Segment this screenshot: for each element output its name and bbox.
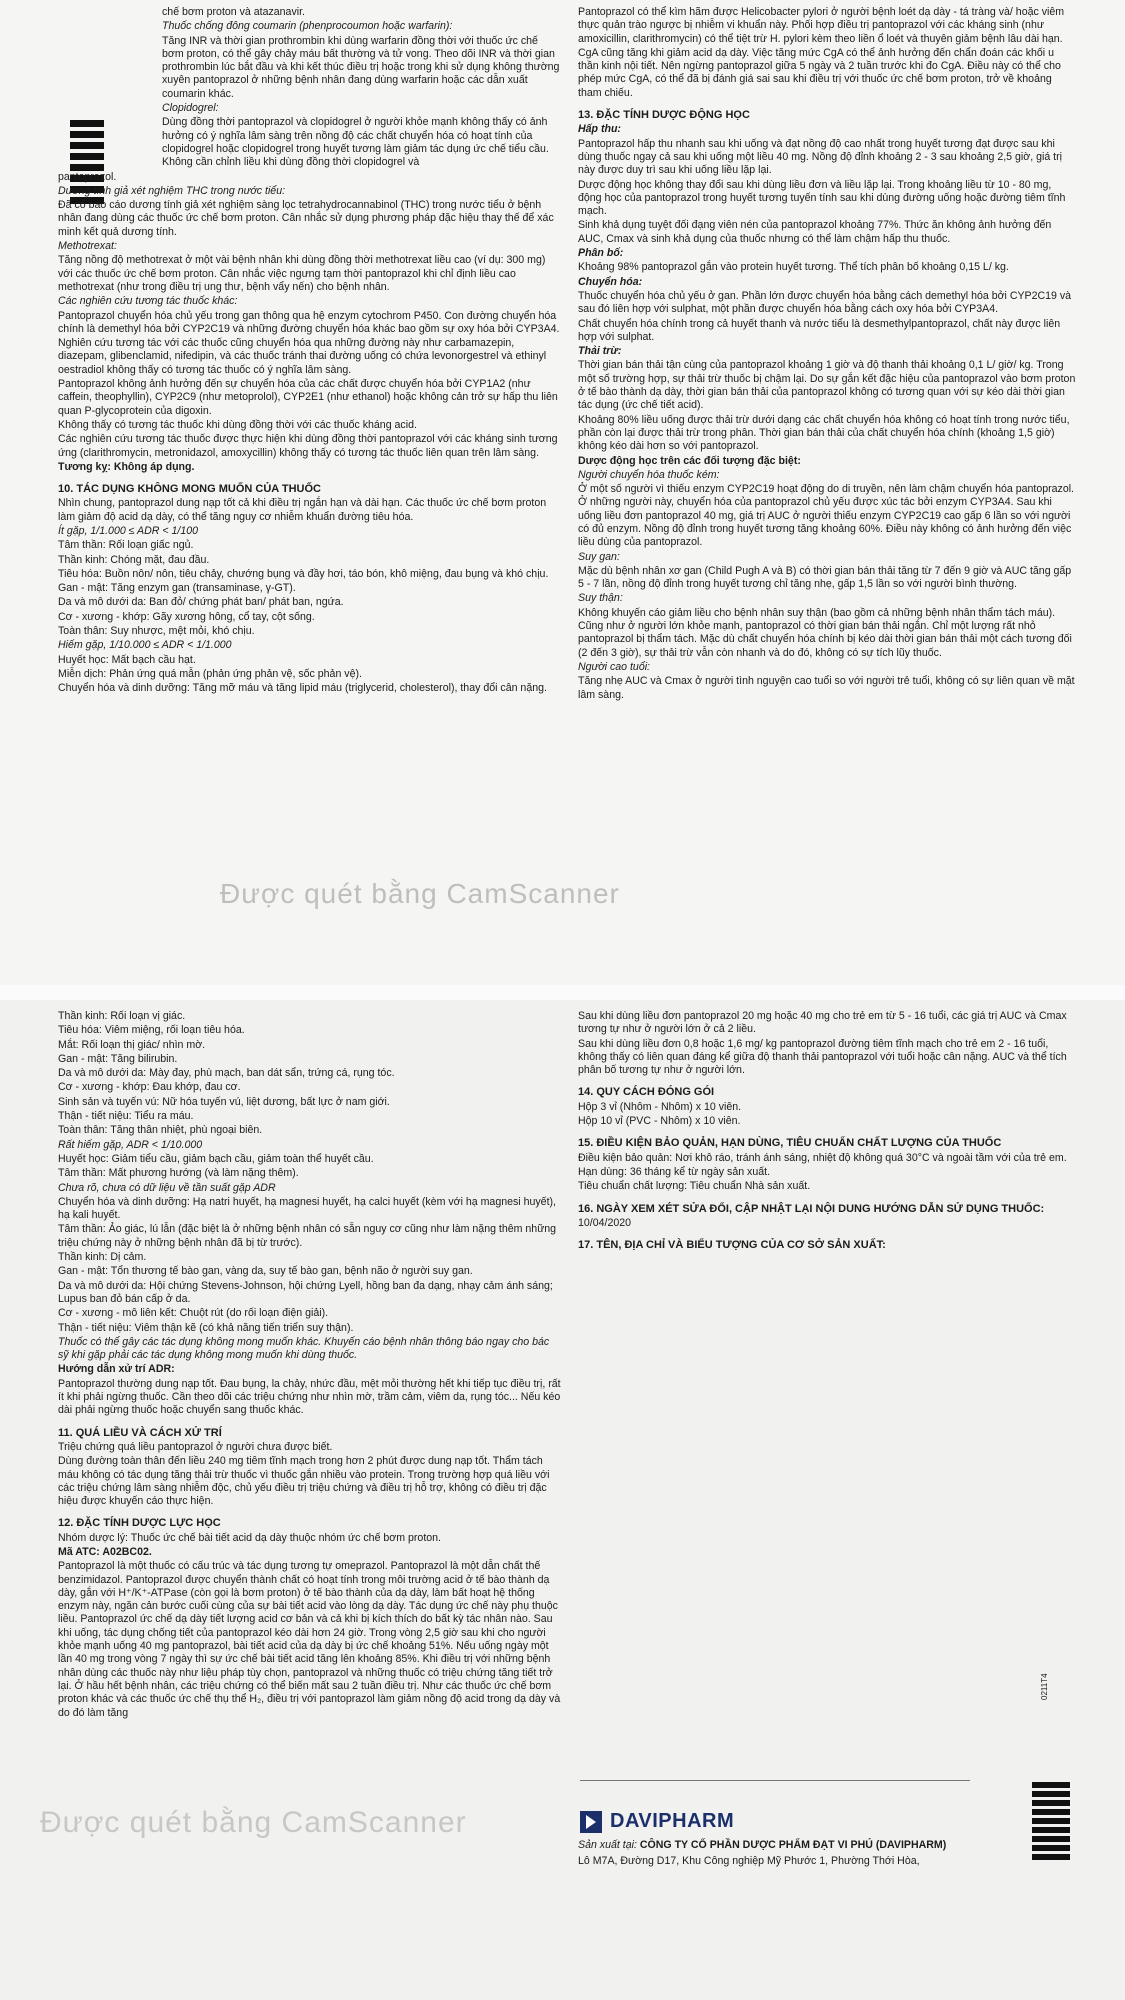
paragraph: Huyết học: Mất bạch cầu hạt. xyxy=(58,653,196,666)
paragraph: Da và mô dưới da: Ban đỏ/ chứng phát ban/ phát ban, ngứa. xyxy=(58,596,344,609)
paragraph: Pantoprazol có thể kìm hãm được Helicobacter pylori ở người bệnh loét dạ dày - tá tràng và/ hoặc viêm thực quản trào ngược bị nhiễm vi khuẩn này. Phối hợp điều trị pantoprazol với các kháng sinh (như amoxicillin, clarithromycin) có thể tiệt trừ H. pylori kèm theo liền ổ loét và thuyên giảm bệnh lâu dài hạn. xyxy=(578,6,1065,45)
paragraph: Thận - tiết niệu: Tiểu ra máu. xyxy=(58,1110,194,1123)
producer-label: Sản xuất tại: xyxy=(578,1839,637,1851)
section-heading: 16. NGÀY XEM XÉT SỬA ĐỔI, CẬP NHẬT LẠI NỘI DUNG HƯỚNG DẪN SỬ DỤNG THUỐC: xyxy=(578,1202,1045,1215)
paragraph: Suy gan: xyxy=(578,550,620,563)
scanner-watermark: Được quét bằng CamScanner xyxy=(220,878,620,909)
paragraph: Tâm thần: Rối loạn giấc ngủ. xyxy=(58,539,194,552)
paragraph: pantoprazol. xyxy=(58,170,117,183)
paragraph: Thuốc có thể gây các tác dụng không mong muốn khác. Khuyến cáo bệnh nhân thông báo ngay cho bác sỹ khi gặp phải các tác dụng không mong muốn khi dùng thuốc. xyxy=(58,1335,550,1362)
paragraph: Toàn thân: Tăng thân nhiệt, phù ngoại biên. xyxy=(58,1124,263,1137)
paragraph: Methotrexat: xyxy=(58,240,117,253)
bottom-right-column xyxy=(578,1010,1076,1253)
section-heading: 13. ĐẶC TÍNH DƯỢC ĐỘNG HỌC xyxy=(578,109,750,122)
manufacturer-logo xyxy=(580,1810,734,1833)
section-heading: 11. QUÁ LIỀU VÀ CÁCH XỬ TRÍ xyxy=(58,1426,222,1439)
paragraph: Thải trừ: xyxy=(578,345,622,358)
paragraph: Gan - mật: Tổn thương tế bào gan, vàng da, suy tế bào gan, bệnh não ở người suy gan. xyxy=(58,1265,473,1278)
logo-text: DAVIPHARM xyxy=(610,1810,735,1832)
section-heading: 12. ĐẶC TÍNH DƯỢC LỰC HỌC xyxy=(58,1517,221,1530)
paragraph: Hạn dùng: 36 tháng kể từ ngày sản xuất. xyxy=(578,1165,771,1178)
producer-name: CÔNG TY CỔ PHẦN DƯỢC PHẨM ĐẠT VI PHÚ (DAVIPHARM) xyxy=(639,1839,947,1851)
paragraph: Phân bố: xyxy=(578,247,624,260)
paragraph: Gan - mật: Tăng enzym gan (transaminase, γ-GT). xyxy=(58,582,296,595)
paragraph: Thuốc chống đông coumarin (phenprocoumon hoặc warfarin): xyxy=(162,20,453,33)
paragraph: Hộp 3 vỉ (Nhôm - Nhôm) x 10 viên. xyxy=(578,1100,742,1113)
paragraph: Pantoprazol không ảnh hưởng đến sự chuyển hóa của các chất được chuyển hóa bởi CYP1A2 (như caffein, theophyllin), CYP2C9 (như metoprolol), CYP2E1 (như ethanol) hoặc không cản trở sự hấp thu liên quan P-glycoprotein của digoxin. xyxy=(58,378,558,417)
paragraph: Pantoprazol chuyển hóa chủ yếu trong gan thông qua hệ enzym cytochrom P450. Con đường chuyển hóa chính là demethyl hóa bởi CYP2C19 và những đường chuyển hóa khác bao gồm sự oxy hóa bởi CYP3A4. xyxy=(58,309,560,335)
section-heading: 15. ĐIỀU KIỆN BẢO QUẢN, HẠN DÙNG, TIÊU CHUẨN CHẤT LƯỢNG CỦA THUỐC xyxy=(578,1137,1002,1150)
paragraph: Tiêu hóa: Buồn nôn/ nôn, tiêu chảy, chướng bụng và đầy hơi, táo bón, khô miệng, đau bụng và khó chịu. xyxy=(58,567,549,580)
paragraph: Tiêu chuẩn chất lượng: Tiêu chuẩn Nhà sản xuất. xyxy=(578,1180,811,1193)
paragraph: Thần kinh: Rối loạn vị giác. xyxy=(58,1010,186,1022)
section-heading: 14. QUY CÁCH ĐÓNG GÓI xyxy=(578,1086,715,1099)
paragraph: Điều kiện bảo quản: Nơi khô ráo, tránh ánh sáng, nhiệt độ không quá 30°C và ngoài tầm với của trẻ em. xyxy=(578,1151,1067,1164)
paragraph: Không khuyến cáo giảm liều cho bệnh nhân suy thận (bao gồm cả những bệnh nhân thẩm tách máu). Cũng như ở người lớn khỏe mạnh, pantoprazol có thời gian bán thải ngắn. Chỉ một lượng rất nhỏ pantoprazol bị thẩm tách. Mặc dù chất chuyển hóa chính bị kéo dài thời gian bán thải một cách tương đối (2 đến 3 giờ), sự thải trừ vẫn còn nhanh và do đó, không có sự tích lũy thuốc. xyxy=(578,606,1072,659)
paragraph: Sinh sản và tuyến vú: Nữ hóa tuyến vú, liệt dương, bất lực ở nam giới. xyxy=(58,1095,390,1108)
paragraph: Clopidogrel: xyxy=(162,102,219,115)
paragraph: Sau khi dùng liều đơn pantoprazol 20 mg hoặc 40 mg cho trẻ em từ 5 - 16 tuổi, các giá trị AUC và Cmax tương tự như ở người lớn ở cả 2 liều. xyxy=(578,1010,1067,1036)
paragraph: Chưa rõ, chưa có dữ liệu về tần suất gặp ADR xyxy=(58,1181,276,1194)
producer-line xyxy=(578,1838,1078,1853)
page-top xyxy=(0,0,1125,985)
paragraph: Sinh khả dụng tuyệt đối đạng viên nén của pantoprazol khoảng 77%. Thức ăn không ảnh hưởng đến AUC, Cmax và sinh khả dụng của thuốc nhưng có thể làm chậm hấp thu thuốc. xyxy=(578,219,1052,245)
paragraph: Pantoprazol thường dung nạp tốt. Đau bụng, la chảy, nhức đầu, mệt mỏi thường hết khi tiếp tục điều trị, rất ít khi phải ngừng thuốc. Cần theo dõi các triệu chứng như nhìn mờ, trầm cảm, viêm da, rụng tóc... Nếu kéo dài phải ngừng thuốc hoặc chuyển sang thuốc khác. xyxy=(58,1377,561,1417)
page-gap xyxy=(0,985,1125,1000)
paragraph: Thời gian bán thải tận cùng của pantoprazol khoảng 1 giờ và độ thanh thải khoảng 0,1 L/ giờ/ kg. Trong một số trường hợp, sự thải trừ thuốc bị chậm lại. Do sự gắn kết đặc hiệu của pantoprazol vào bơm proton ở tế bào thành dạ dày, thời gian bán thải của pantoprazol không có tương quan với sự kéo dài thời gian tác dụng (ức chế tiết acid). xyxy=(578,359,1076,412)
paragraph: Nhóm dược lý: Thuốc ức chế bài tiết acid dạ dày thuộc nhóm ức chế bơm proton. xyxy=(58,1531,441,1544)
davipharm-logo-icon xyxy=(580,1811,602,1833)
paragraph: Dược động học trên các đối tượng đặc biệt: xyxy=(578,454,801,467)
section-heading: 17. TÊN, ĐỊA CHỈ VÀ BIỂU TƯỢNG CỦA CƠ SỞ SẢN XUẤT: xyxy=(578,1239,886,1252)
paragraph: Tiêu hóa: Viêm miệng, rối loạn tiêu hóa. xyxy=(58,1024,245,1037)
paragraph: Cơ - xương - khớp: Đau khớp, đau cơ. xyxy=(58,1081,241,1094)
paragraph: Hướng dẫn xử trí ADR: xyxy=(58,1363,175,1376)
paragraph: Hấp thu: xyxy=(578,123,621,136)
signature-line xyxy=(580,1780,970,1781)
paragraph: Dương tính giả xét nghiệm THC trong nước tiểu: xyxy=(58,184,286,197)
paragraph: Huyết học: Giảm tiểu cầu, giảm bạch cầu, giảm toàn thể huyết cầu. xyxy=(58,1152,374,1165)
paragraph: Tăng nồng độ methotrexat ở một vài bệnh nhân khi dùng đồng thời methotrexat liều cao (ví dụ: 300 mg) với các thuốc ức chế bơm proton. Cân nhắc việc ngưng tạm thời pantoprazol khi chỉ định liều cao methotrexat (như trong điều trị ung thư, bệnh vẩy nến) cho bệnh nhân. xyxy=(58,254,546,293)
paragraph: Ít gặp, 1/1.000 ≤ ADR < 1/100 xyxy=(58,524,198,537)
paragraph: Tâm thần: Mất phương hướng (và làm nặng thêm). xyxy=(58,1167,299,1180)
paragraph: Triệu chứng quá liều pantoprazol ở người chưa được biết. xyxy=(58,1440,333,1453)
paragraph: Toàn thân: Suy nhược, mệt mỏi, khó chịu. xyxy=(58,625,255,638)
paragraph: Khoảng 98% pantoprazol gắn vào protein huyết tương. Thể tích phân bố khoảng 0,15 L/ kg. xyxy=(578,261,1009,274)
paragraph: Sau khi dùng liều đơn 0,8 hoặc 1,6 mg/ kg pantoprazol đường tiêm tĩnh mạch cho trẻ em 2 - 16 tuổi, không thấy có liên quan đáng kể giữa độ thanh thải pantoprazol với tuổi hoặc cân nặng. AUC và thể tích phân bố tương tự như ở người lớn. xyxy=(578,1037,1067,1077)
paragraph: Ở một số người vì thiếu enzym CYP2C19 hoạt động do di truyền, nên làm chậm chuyển hóa pantoprazol. Ở những người này, chuyển hóa của pantoprazol chủ yếu được xúc tác bởi enzym CYP3A4. Sau khi uống liều đơn pantoprazol 40 mg, giá trị AUC ở người thiếu enzym CYP2C19 cao gấp 6 lần so với người có đủ enzym. Nồng độ đỉnh trong huyết tương tăng khoảng 60%. Điều này không có ảnh hưởng đến việc liều dùng của pantoprazol. xyxy=(578,483,1075,549)
paragraph: 10/04/2020 xyxy=(578,1216,632,1229)
scanner-watermark-bottom: Được quét bằng CamScanner xyxy=(40,1806,467,1839)
paragraph: Thần kinh: Chóng mặt, đau đầu. xyxy=(58,553,210,566)
paragraph: chế bơm proton và atazanavir. xyxy=(162,6,305,18)
paragraph: Không thấy có tương tác thuốc khi dùng đồng thời với các thuốc kháng acid. xyxy=(58,418,417,431)
paragraph: Tăng INR và thời gian prothrombin khi dùng warfarin đồng thời với thuốc ức chế bơm proton, có thể gây chảy máu bất thường và tử vong. Theo dõi INR và thời gian prothrombin lúc bắt đầu và khi kết thúc điều trị hoặc trong khi sử dụng không thường xuyên pantoprazol ở những bệnh nhân đang dùng warfarin hoặc các dẫn xuất coumarin khác. xyxy=(162,34,560,100)
top-left-column xyxy=(58,6,562,697)
paragraph: Người cao tuổi: xyxy=(578,660,651,673)
paragraph: Hộp 10 vỉ (PVC - Nhôm) x 10 viên. xyxy=(578,1115,741,1128)
bottom-left-column xyxy=(58,1010,562,1721)
paragraph: Mắt: Rối loạn thị giác/ nhìn mờ. xyxy=(58,1038,206,1051)
paragraph: Chuyển hóa và dinh dưỡng: Hạ natri huyết, hạ magnesi huyết, hạ calci huyết (kèm với hạ magnesi huyết), hạ kali huyết. xyxy=(58,1195,556,1222)
producer-address: Lô M7A, Đường D17, Khu Công nghiệp Mỹ Phước 1, Phường Thới Hòa, xyxy=(578,1855,920,1867)
paragraph: Đã có báo cáo dương tính giả xét nghiệm sàng lọc tetrahydrocannabinol (THC) trong nước tiểu ở bệnh nhân đang dùng các thuốc ức chế bơm proton. Cân nhắc sử dụng phương pháp đặc hiệu thay thế để xác minh kết quả dương tính. xyxy=(58,199,554,238)
paragraph: Tăng nhẹ AUC và Cmax ở người tình nguyện cao tuổi so với người trẻ tuổi, không có sự liên quan về mặt lâm sàng. xyxy=(578,675,1075,701)
paragraph: Cơ - xương - khớp: Gãy xương hông, cổ tay, cột sống. xyxy=(58,610,315,623)
paragraph: Cơ - xương - mô liên kết: Chuột rút (do rối loạn điện giải). xyxy=(58,1307,329,1320)
paragraph: Các nghiên cứu tương tác thuốc khác: xyxy=(58,295,238,308)
paragraph: Da và mô dưới da: Hội chứng Stevens-Johnson, hội chứng Lyell, hồng ban đa dạng, nhạy cảm ánh sáng; Lupus ban đỏ bán cấp ở da. xyxy=(58,1279,553,1305)
paragraph: Thần kinh: Dị cảm. xyxy=(58,1251,147,1264)
paragraph: Dùng đường toàn thân đến liều 240 mg tiêm tĩnh mạch trong hơn 2 phút được dung nạp tốt. Thẩm tách máu không có tác dụng tăng thải trừ thuốc vì thuốc gắn nhiều vào protein. Trong trường hợp quá liều với các triệu chứng lâm sàng nhiễm độc, chủ yếu điều trị triệu chứng và điều trị hỗ trợ, không có điều trị đặc hiệu được khuyến cáo thực hiện. xyxy=(58,1455,550,1508)
paragraph: Người chuyển hóa thuốc kém: xyxy=(578,468,720,481)
paragraph: Nhìn chung, pantoprazol dung nạp tốt cả khi điều trị ngắn hạn và dài hạn. Các thuốc ức chế bơm proton làm giảm độ acid dạ dày, có thể tăng nguy cơ nhiễm khuẩn đường tiêu hóa. xyxy=(58,497,547,523)
paragraph: Thuốc chuyển hóa chủ yếu ở gan. Phần lớn được chuyển hóa bằng cách demethyl hóa bởi CYP2C19 và sau đó liên hợp với sulphat, một phần được chuyển hóa bằng cách oxy hóa bởi CYP3A4. xyxy=(578,289,1072,316)
paragraph: Pantoprazol hấp thu nhanh sau khi uống và đạt nồng độ cao nhất trong huyết tương đạt được sau khi dùng thuốc ngay cả sau khi uống một liều 40 mg. Nồng độ đỉnh khoảng 2 - 3 sau khoảng 2,5 giờ, giá trị này được duy trì sau khi uống liều lặp lại. xyxy=(578,137,1062,177)
paragraph: Mã ATC: A02BC02. xyxy=(58,1545,152,1558)
paragraph: Chuyển hóa: xyxy=(578,275,643,288)
paragraph: Hiếm gặp, 1/10.000 ≤ ADR < 1/1.000 xyxy=(58,639,232,652)
paragraph: Dùng đồng thời pantoprazol và clopidogrel ở người khỏe mạnh không thấy có ảnh hưởng có ý nghĩa lâm sàng trên nồng độ các chất chuyển hóa có hoạt tính của clopidogrel hoặc clopidogrel trong huyết tương làm giảm tác dụng ức chế tiểu cầu. Không cần chỉnh liều khi dùng đồng thời clopidogrel và xyxy=(162,116,549,169)
paragraph: Gan - mật: Tăng bilirubin. xyxy=(58,1052,178,1065)
paragraph: Chuyển hóa và dinh dưỡng: Tăng mỡ máu và tăng lipid máu (triglycerid, cholesterol), thay đổi cân nặng. xyxy=(58,682,547,695)
print-code: 0211T4 xyxy=(1040,1673,1049,1700)
paragraph: Da và mô dưới da: Mày đay, phù mạch, ban dát sẩn, trứng cá, rụng tóc. xyxy=(58,1067,395,1080)
paragraph: Dược động học không thay đổi sau khi dùng liều đơn và liều lặp lại. Trong khoảng liều từ 10 - 80 mg, động học của pantoprazol trong huyết tương tuyến tính sau khi dùng đường uống hoặc đường tiêm tĩnh mạch. xyxy=(578,178,1066,218)
section-heading: 10. TÁC DỤNG KHÔNG MONG MUỐN CỦA THUỐC xyxy=(58,483,321,496)
paragraph: Miễn dịch: Phản ứng quá mẫn (phản ứng phản vệ, sốc phản vệ). xyxy=(58,667,362,680)
paragraph: Pantoprazol là một thuốc có cấu trúc và tác dụng tương tự omeprazol. Pantoprazol là một dẫn chất thế benzimidazol. Pantoprazol được chuyển thành chất có hoạt tính trong môi trường acid ở tế bào thành dạ dày, gắn với H⁺/K⁺-ATPase (còn gọi là bơm proton) ở tế bào thành của dạ dày, làm bất hoạt hệ thống enzym này, ngăn cản bước cuối cùng của sự bài tiết acid vào lòng dạ dày. Tác dụng ức chế này phụ thuộc liều. Pantoprazol ức chế dạ dày tiết lượng acid cơ bản và cả khi bị kích thích do bất kỳ tác nhân nào. Sau khi uống, tác dụng chống tiết của pantoprazol kéo dài hơn 24 giờ. Trong vòng 2,5 giờ sau khi cho người khỏe mạnh uống 40 mg pantoprazol, bài tiết acid của dạ dày bị ức chế khoảng 51%. Nếu uống ngày một lần 40 mg trong vòng 7 ngày thì sự ức chế bài tiết acid tăng lên khoảng 85%. Khi điều trị với những bệnh nhân dùng các thuốc này như liệu pháp tùy chọn, pantoprazol và những thuốc có triệu chứng tăng tiết trở lại. Ở hầu hết bệnh nhân, các triệu chứng có thể biến mất sau 2 tuần điều trị. Như các thuốc ức chế bơm proton khác và các thuốc ức chế thụ thể H₂, điều trị với pantoprazol làm giảm nồng độ acid trong dạ dày và do đó làm tăng xyxy=(58,1560,561,1719)
paragraph: Suy thận: xyxy=(578,592,623,605)
paragraph: Chất chuyển hóa chính trong cả huyết thanh và nước tiểu là desmethylpantoprazol, chất này được liên hợp với sulphat. xyxy=(578,317,1061,343)
paragraph: Rất hiếm gặp, ADR < 1/10.000 xyxy=(58,1138,203,1151)
top-right-column xyxy=(578,6,1076,703)
paragraph: Tâm thần: Ảo giác, lú lẫn (đặc biệt là ở những bệnh nhân có sẵn nguy cơ cũng như làm nặng thêm những triệu chứng này ở những bệnh nhân đã bị từ trước). xyxy=(58,1223,557,1249)
paragraph: Nghiên cứu tương tác với các thuốc cũng chuyển hóa qua những đường này như carbamazepin, diazepam, glibenclamid, nifedipin, và các thuốc tránh thai đường uống có chứa levonorgestrel và ethinyl oestradiol không thấy có tương tác thuốc có ý nghĩa lâm sàng. xyxy=(58,337,547,376)
paragraph: Khoảng 80% liều uống được thải trừ dưới dạng các chất chuyển hóa không có hoạt tính trong nước tiểu, phần còn lại được thải trừ trong phân. Thời gian bán thải của chất chuyển hóa chính (khoảng 1,5 giờ) không kéo dài hơn so với pantoprazol. xyxy=(578,413,1070,453)
paragraph: Thận - tiết niệu: Viêm thận kẽ (có khả năng tiến triển suy thận). xyxy=(58,1321,354,1334)
paragraph: CgA cũng tăng khi giảm acid dạ dày. Việc tăng mức CgA có thể ảnh hưởng đến chẩn đoán các khối u thần kinh nội tiết. Nên ngừng pantoprazol giữa 5 ngày và 2 tuần trước khi đo CgA. Điều này có thể cho phép mức CgA, có thể đã bị đánh giá sai sau khi điều trị với thuốc ức chế bơm proton, trở về khoảng tham chiếu. xyxy=(578,46,1061,99)
paragraph: Tương kỵ: Không áp dụng. xyxy=(58,460,195,473)
paragraph: Mặc dù bệnh nhân xơ gan (Child Pugh A và B) có thời gian bán thải tăng từ 7 đến 9 giờ và AUC tăng gấp 5 - 7 lần, nồng độ đỉnh trong huyết tương chỉ tăng nhẹ, gấp 1,5 lần so với người bình thường. xyxy=(578,564,1072,591)
paragraph: Các nghiên cứu tương tác thuốc được thực hiện khi dùng đồng thời pantoprazol với các kháng sinh tương ứng (clarithromycin, metronidazol, amoxycillin) không thấy có tương tác thuốc liên quan trên lâm sàng. xyxy=(58,433,558,459)
